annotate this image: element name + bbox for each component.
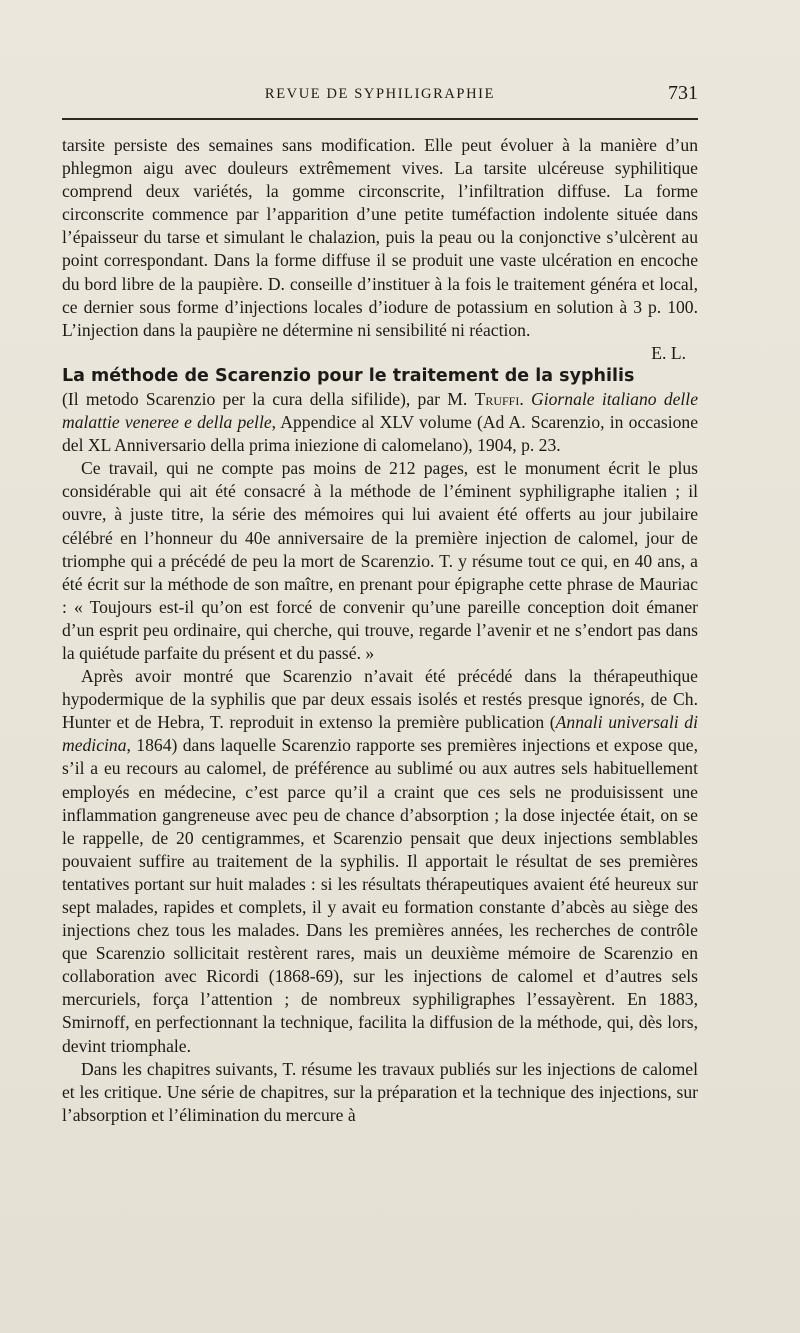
paragraph-continued: tarsite persiste des semaines sans modification. Elle peut évoluer à la manière d’un phlegmon aigu avec douleurs extrêmement vives. La tarsite ulcéreuse syphilitique comprend deux variétés, la gomme circonscrite, l’infiltration diffuse. La forme circonscrite commence par l’apparition d’une petite tuméfaction indolente située dans l’épaisseur du tarse et simulant le chalazion, puis la peau ou la conjonctive s’ulcèrent au point correspondant. Dans la forme diffuse il se produit une vaste ulcération en encoche du bord libre de la paupière. D. conseille d’instituer à la fois le traitement généra et local, ce dernier sous forme d’injections locales d’iodure de potassium en solution à 3 p. 100. L’injection dans la paupière ne détermine ni sensibilité ni réaction. — [62, 135, 698, 340]
page-header — [62, 82, 698, 112]
page-number: 731 — [668, 82, 698, 104]
paragraph-review-chapters: Dans les chapitres suivants, T. résume les travaux publiés sur les injections de calomel et les critique. Une série de chapitres, sur la préparation et la technique des injections, sur l’absorption et l’élimination du mercure à — [62, 1058, 698, 1125]
citation-text-end: , Appendice al XLV volume (Ad A. Scarenzio, in occasione del XL Anniversario della prima iniezione di calomelano), 1904, p. 23. — [62, 412, 699, 456]
citation-text-start: (Il metodo Scarenzio per la cura della sifilide), par M. — [62, 388, 475, 409]
history-text-start: Après avoir montré que Scarenzio n’avait été précédé dans la thérapeuthique hypodermique de la syphilis que par deux essais isolés et restés presque ignorés, de Ch. Hunter et de Hebra, T. reproduit in extenso la première publication ( — [62, 666, 698, 733]
history-text-end: , 1864) dans laquelle Scarenzio rapporte ses premières injections et expose que, s’il a eu recours au calomel, de préférence au sublimé ou aux autres sels habituellement employés en médecine, c’est parce qu’il a craint que ces sels ne produisissent une inflammation gangreneuse avec peu de chance d’absorption ; la dose injectée était, on se le rappelle, de 20 centigrammes, et Scarenzio pensait que deux injections semblables pouvaient suffire au traitement de la syphilis. Il apportait le résultat de ses premières tentatives portant sur huit malades : si les résultats thérapeutiques avaient été heureux sur sept malades, rapides et complets, il y avait eu formation constante d’abcès au siège des injections chez tous les malades. Dans les premières années, les recherches de contrôle que Scarenzio sollicitait restèrent rares, mais un deuxième mémoire de Scarenzio en collaboration avec Ricordi (1868-69), sur les injections de calomel et d’autres sels mercuriels, força l’attention ; de nombreux syphiligraphes l’essayèrent. En 1883, Smirnoff, en perfectionnant la technique, facilita la diffusion de la méthode, qui, dès lors, devint triomphale. — [62, 735, 698, 1056]
article-title: La méthode de Scarenzio pour le traitement de la syphilis — [62, 365, 635, 386]
article-citation — [62, 388, 698, 457]
paragraph-review-intro: Ce travail, qui ne compte pas moins de 212 pages, est le monument écrit le plus considérable qui ait été consacré à la méthode de l’éminent syphiligraphe italien ; il ouvre, à juste titre, la série des mémoires qui lui avaient été offerts au jour jubilaire célébré en l’honneur du 40e anniversaire de la première injection de calomel, jour de triomphe qui a précédé de peu la mort de Scarenzio. T. y résume tout ce qui, en 40 ans, a été écrit sur la méthode de son maître, en prenant pour épigraphe cette phrase de Mauriac : « Toujours est-il qu’on est forcé de convenir qu’une pareille conception doit émaner d’un esprit peu ordinaire, qui cherche, qui trouve, regarde l’avenir et ne s’endort pas dans la quiétude parfaite du présent et du passé. » — [62, 458, 698, 663]
citation-separator: . — [519, 388, 532, 409]
author-signature: E. L. — [651, 342, 686, 363]
history-journal: Annali universali di medicina — [62, 712, 698, 756]
citation-journal: Giornale italiano delle malattie veneree e della pelle — [62, 388, 699, 433]
header-rule — [62, 118, 698, 120]
paragraph-review-history — [62, 665, 698, 1058]
page-body — [62, 134, 698, 1127]
citation-author: Truffi — [474, 388, 520, 409]
running-head: REVUE DE SYPHILIGRAPHIE — [264, 86, 496, 102]
